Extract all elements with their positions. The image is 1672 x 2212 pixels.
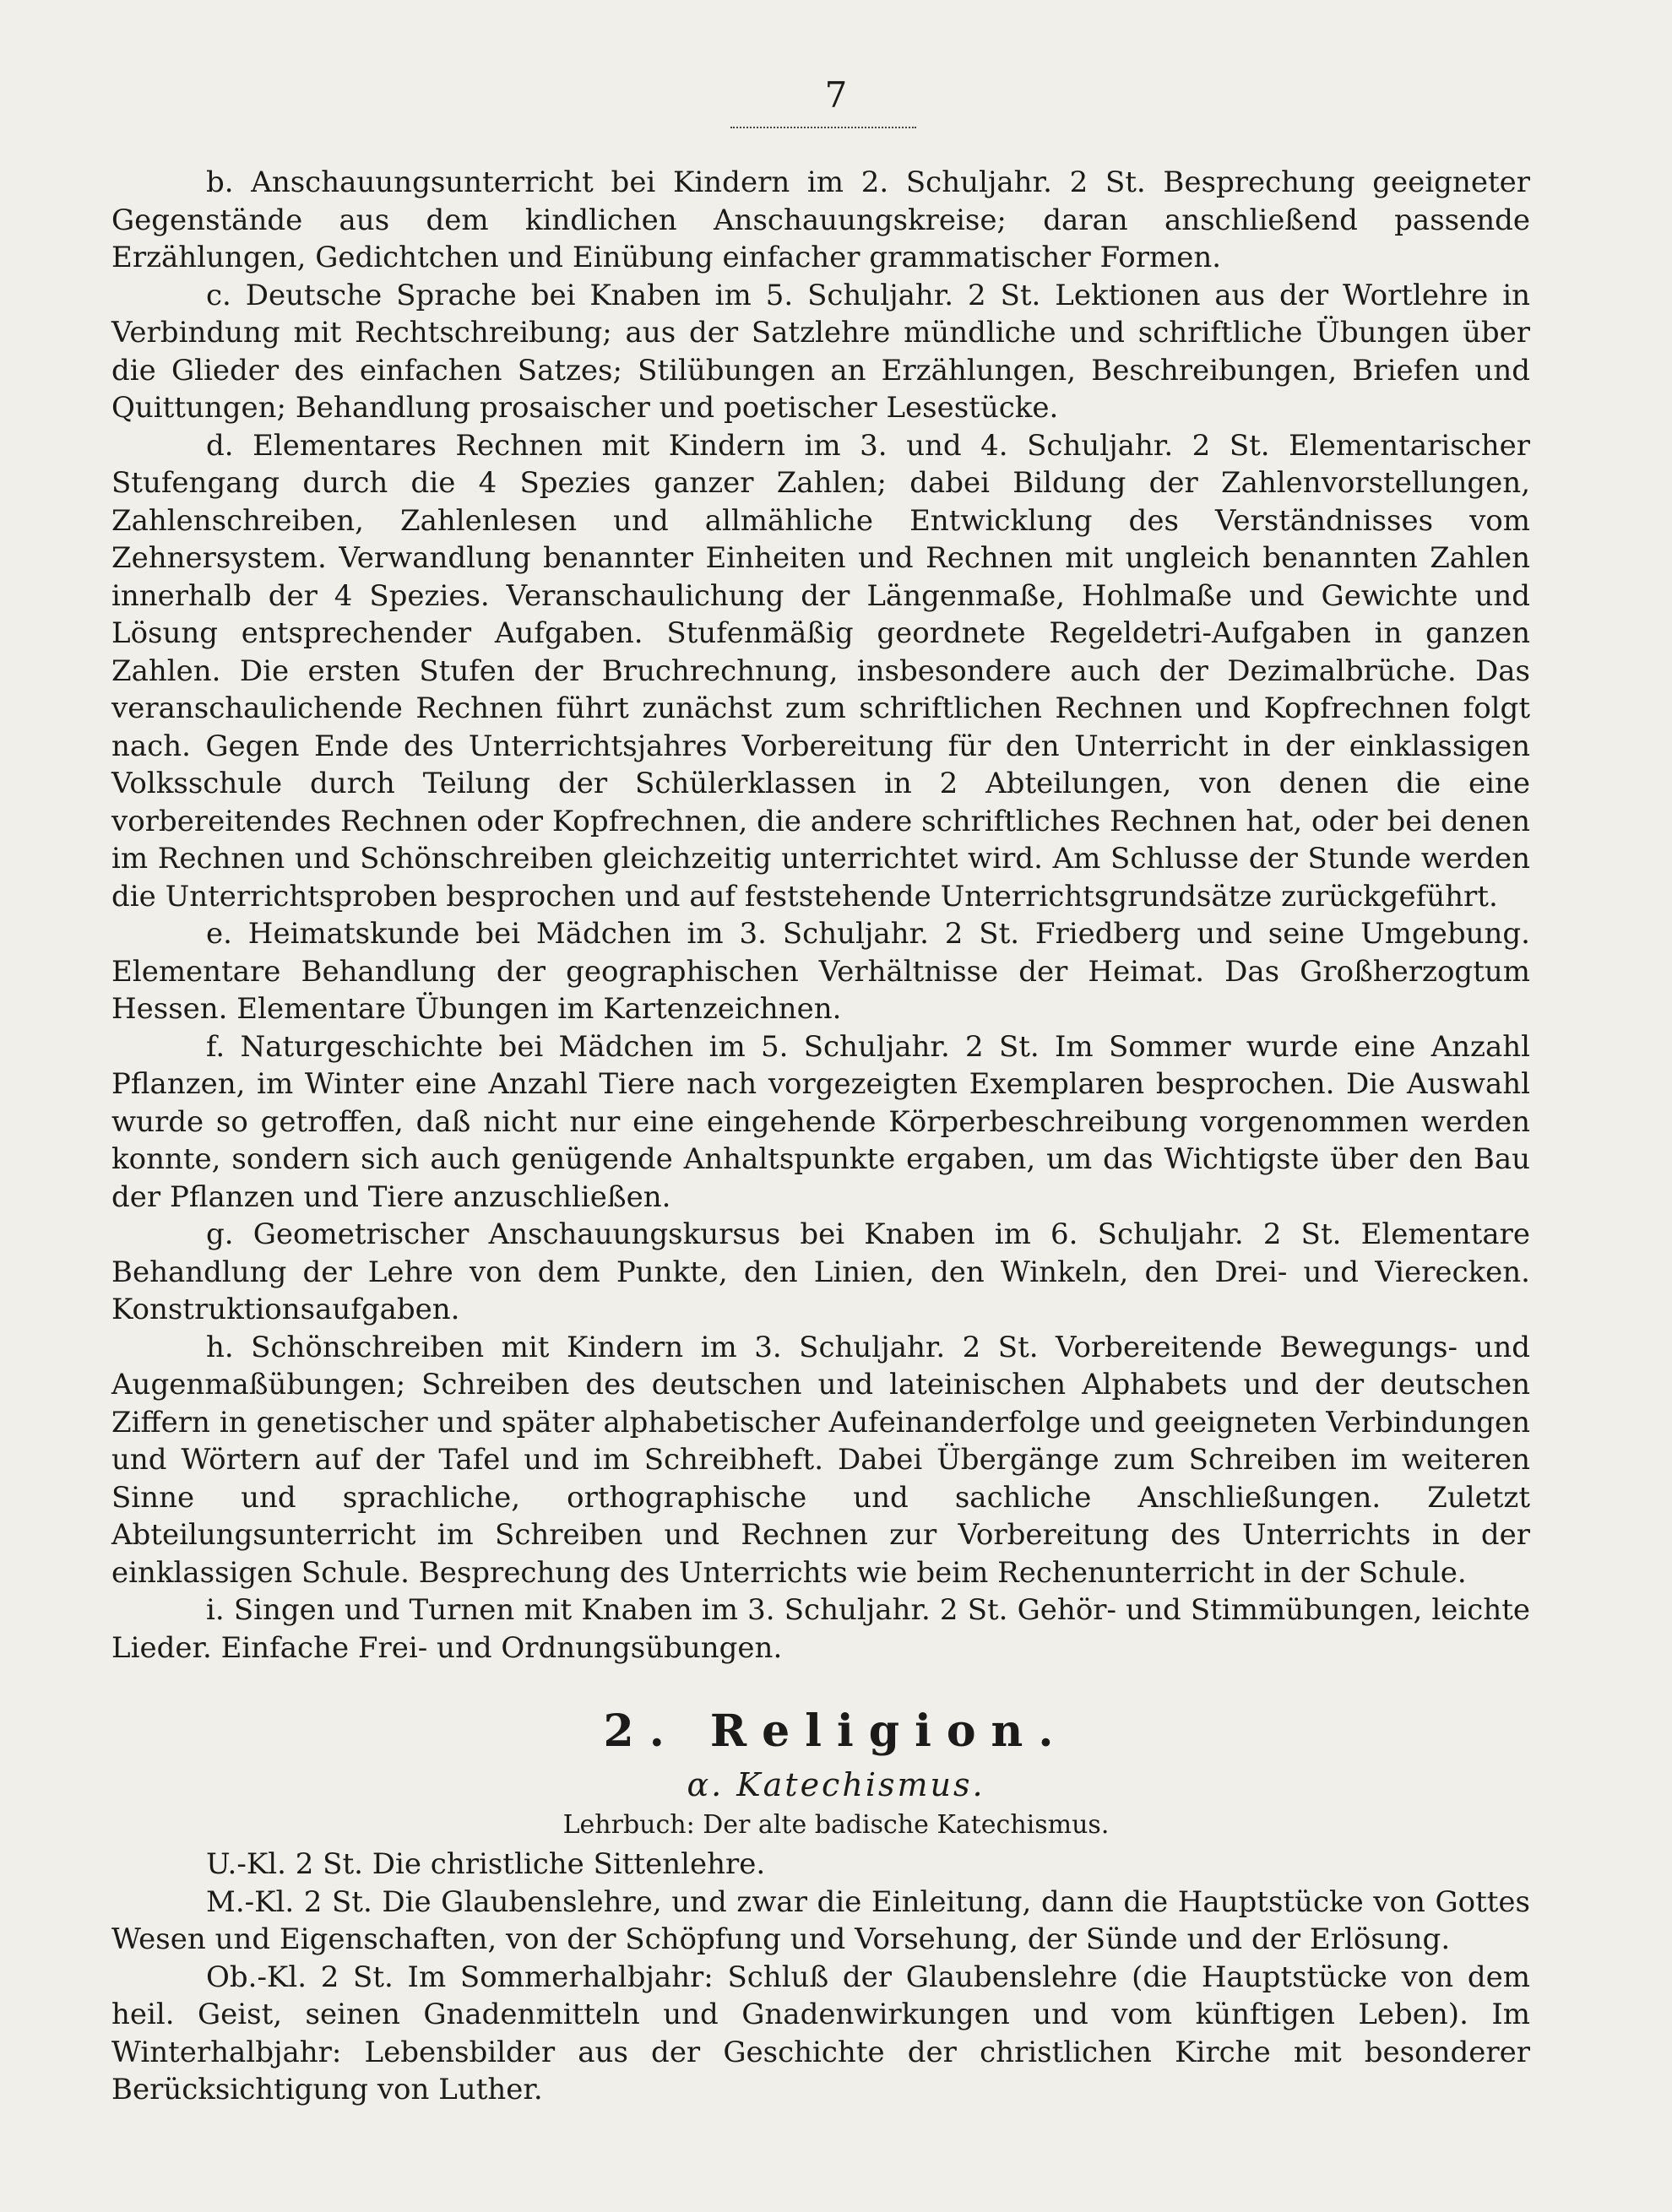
paragraph-i: i. Singen und Turnen mit Knaben im 3. Schuljahr. 2 St. Gehör- und Stimmübungen, leichte Lieder. Einfache Frei- und Ordnungsübungen. bbox=[111, 1593, 1530, 1665]
religion-body bbox=[111, 1846, 1530, 2109]
section-title: 2. Religion. bbox=[603, 1705, 1069, 1757]
paragraph-c: c. Deutsche Sprache bei Knaben im 5. Schuljahr. 2 St. Lektionen aus der Wortlehre in Verbindung mit Rechtschreibung; aus der Satzlehre mündliche und schriftliche Übungen über die Glieder des einfachen Satzes; Stilübungen an Erzählungen, Beschreibungen, Briefen und Quittungen; Behandlung prosaischer und poetischer Lesestücke. bbox=[111, 278, 1530, 425]
paragraph-e: e. Heimatskunde bei Mädchen im 3. Schuljahr. 2 St. Friedberg und seine Umgebung. Elementare Behandlung der geographischen Verhältnisse der Heimat. Das Großherzogtum Hessen. Elementare Übungen im Kartenzeichnen. bbox=[111, 917, 1530, 1026]
subsection-title: α. Katechismus. bbox=[687, 1766, 985, 1803]
paragraph-g: g. Geometrischer Anschauungskursus bei Knaben im 6. Schuljahr. 2 St. Elementare Behandlung der Lehre von dem Punkte, den Linien, den Winkeln, den Drei- und Vierecken. Konstruktionsaufgaben. bbox=[111, 1217, 1530, 1326]
religion-upper-class: Ob.-Kl. 2 St. Im Sommerhalbjahr: Schluß der Glaubenslehre (die Hauptstücke von dem heil. Geist, seinen Gnadenmitteln und Gnadenwirkungen und vom künftigen Leben). Im Winterhalbjahr: Lebensbilder aus der Geschichte der christlichen Kirche mit besonderer Berücksichtigung von Luther. bbox=[111, 1960, 1530, 2106]
religion-lower-class: U.-Kl. 2 St. Die christliche Sittenlehre. bbox=[206, 1847, 766, 1881]
textbook-line: Lehrbuch: Der alte badische Katechismus. bbox=[562, 1810, 1110, 1840]
religion-middle-class: M.-Kl. 2 St. Die Glaubenslehre, und zwar die Einleitung, dann die Hauptstücke von Gottes Wesen und Eigenschaften, von der Schöpfung und Vorsehung, der Sünde und der Erlösung. bbox=[111, 1884, 1530, 1956]
page-number: 7 bbox=[824, 74, 848, 116]
paragraph-d: d. Elementares Rechnen mit Kindern im 3. und 4. Schuljahr. 2 St. Elementarischer Stufengang durch die 4 Spezies ganzer Zahlen; dabei Bildung der Zahlenvorstellungen, Zahlenschreiben, Zahlenlesen und allmähliche Entwicklung des Verständnisses vom Zehnersystem. Verwandlung benannter Einheiten und Rechnen mit ungleich benannten Zahlen innerhalb der 4 Spezies. Veranschaulichung der Längenmaße, Hohlmaße und Gewichte und Lösung entsprechender Aufgaben. Stufenmäßig geordnete Regeldetri-Aufgaben in ganzen Zahlen. Die ersten Stufen der Bruchrechnung, insbesondere auch der Dezimalbrüche. Das veranschaulichende Rechnen führt zunächst zum schriftlichen Rechnen und Kopfrechnen folgt nach. Gegen Ende des Unterrichtsjahres Vorbereitung für den Unterricht in der einklassigen Volksschule durch Teilung der Schülerklassen in 2 Abteilungen, von denen die eine vorbereitendes Rechnen oder Kopfrechnen, die andere schriftliches Rechnen hat, oder bei denen im Rechnen und Schönschreiben gleichzeitig unterrichtet wird. Am Schlusse der Stunde werden die Unterrichtsproben besprochen und auf feststehende Unterrichtsgrundsätze zurückgeführt. bbox=[111, 428, 1530, 914]
paragraph-b: b. Anschauungsunterricht bei Kindern im 2. Schuljahr. 2 St. Besprechung geeigneter Gegenstände aus dem kindlichen Anschauungskreise; daran anschließend passende Erzählungen, Gedichtchen und Einübung einfacher grammatischer Formen. bbox=[111, 165, 1530, 274]
paragraph-h: h. Schönschreiben mit Kindern im 3. Schuljahr. 2 St. Vorbereitende Bewegungs- und Augenmaßübungen; Schreiben des deutschen und lateinischen Alphabets und der deutschen Ziffern in genetischer und später alphabetischer Aufeinanderfolge und geeigneten Verbindungen und Wörtern auf der Tafel und im Schreibheft. Dabei Übergänge zum Schreiben im weiteren Sinne und sprachliche, orthographische und sachliche Anschließungen. Zuletzt Abteilungsunterricht im Schreiben und Rechnen zur Vorbereitung des Unterrichts in der einklassigen Schule. Besprechung des Unterrichts wie beim Rechenunterricht in der Schule. bbox=[111, 1330, 1530, 1590]
header-rule bbox=[730, 127, 916, 128]
curriculum-body bbox=[111, 164, 1530, 1667]
paragraph-f: f. Naturgeschichte bei Mädchen im 5. Schuljahr. 2 St. Im Sommer wurde eine Anzahl Pflanzen, im Winter eine Anzahl Tiere nach vorgezeigten Exemplaren besprochen. Die Auswahl wurde so getroffen, daß nicht nur eine eingehende Körperbeschreibung vorgenommen werden konnte, sondern sich auch genügende Anhaltspunkte ergaben, um das Wichtigste über den Bau der Pflanzen und Tiere anzuschließen. bbox=[111, 1029, 1530, 1214]
